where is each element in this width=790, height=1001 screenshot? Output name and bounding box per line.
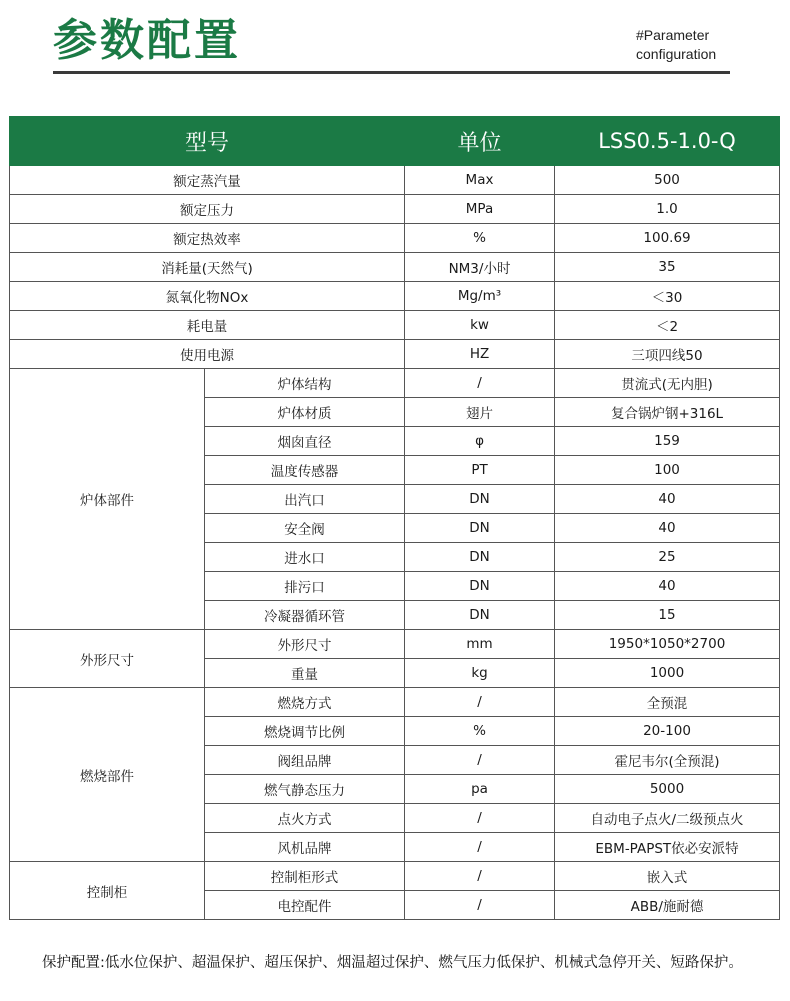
param-unit: % (405, 717, 555, 746)
param-unit: DN (405, 543, 555, 572)
param-name: 重量 (205, 659, 405, 688)
table-row (10, 282, 780, 311)
param-name: 温度传感器 (205, 456, 405, 485)
table-row (10, 630, 780, 659)
group-label: 外形尺寸 (10, 630, 205, 688)
param-name: 额定压力 (10, 195, 405, 224)
param-value: 自动电子点火/二级预点火 (555, 804, 780, 833)
group-label: 控制柜 (10, 862, 205, 920)
header-unit: 单位 (405, 117, 555, 166)
param-name: 炉体材质 (205, 398, 405, 427)
param-value: 1000 (555, 659, 780, 688)
param-value: 全预混 (555, 688, 780, 717)
subtitle-line-2: configuration (636, 46, 717, 62)
param-value: 嵌入式 (555, 862, 780, 891)
param-name: 进水口 (205, 543, 405, 572)
param-value: 霍尼韦尔(全预混) (555, 746, 780, 775)
param-unit: kg (405, 659, 555, 688)
param-unit: Max (405, 166, 555, 195)
param-value: 5000 (555, 775, 780, 804)
param-name: 电控配件 (205, 891, 405, 920)
param-unit: / (405, 833, 555, 862)
param-value: 1950*1050*2700 (555, 630, 780, 659)
param-value: 40 (555, 572, 780, 601)
param-value: 40 (555, 485, 780, 514)
param-name: 消耗量(天然气) (10, 253, 405, 282)
param-unit: HZ (405, 340, 555, 369)
param-unit: 翅片 (405, 398, 555, 427)
protection-config-note: 保护配置:低水位保护、超温保护、超压保护、烟温超过保护、燃气压力低保护、机械式急停开关、短路保护。 (42, 955, 743, 971)
param-name: 安全阀 (205, 514, 405, 543)
table-row (10, 340, 780, 369)
subtitle-line-1: #Parameter (636, 27, 710, 43)
param-name: 燃烧调节比例 (205, 717, 405, 746)
param-unit: kw (405, 311, 555, 340)
param-unit: DN (405, 514, 555, 543)
param-unit: / (405, 862, 555, 891)
param-unit: NM3/小时 (405, 253, 555, 282)
param-value: 1.0 (555, 195, 780, 224)
param-name: 排污口 (205, 572, 405, 601)
param-unit: DN (405, 572, 555, 601)
param-unit: / (405, 804, 555, 833)
param-value: 15 (555, 601, 780, 630)
param-unit: / (405, 746, 555, 775)
param-name: 阀组品牌 (205, 746, 405, 775)
param-value: ＜2 (555, 311, 780, 340)
param-unit: φ (405, 427, 555, 456)
param-value: 贯流式(无内胆) (555, 369, 780, 398)
page-subtitle (636, 26, 716, 64)
param-name: 风机品牌 (205, 833, 405, 862)
param-name: 冷凝器循环管 (205, 601, 405, 630)
table-row (10, 369, 780, 398)
param-unit: MPa (405, 195, 555, 224)
param-name: 烟囱直径 (205, 427, 405, 456)
page-title: 参数配置 (53, 15, 241, 66)
param-value: 100 (555, 456, 780, 485)
param-name: 氮氧化物NOx (10, 282, 405, 311)
table-header-row (10, 117, 780, 166)
param-name: 炉体结构 (205, 369, 405, 398)
param-value: 40 (555, 514, 780, 543)
param-name: 点火方式 (205, 804, 405, 833)
header-model: 型号 (10, 117, 405, 166)
param-name: 控制柜形式 (205, 862, 405, 891)
table-row (10, 688, 780, 717)
group-label: 燃烧部件 (10, 688, 205, 862)
table-row (10, 862, 780, 891)
param-name: 使用电源 (10, 340, 405, 369)
header-model-number: LSS0.5-1.0-Q (555, 117, 780, 166)
param-value: 20-100 (555, 717, 780, 746)
param-value: 三项四线50 (555, 340, 780, 369)
param-value: 159 (555, 427, 780, 456)
table-row (10, 224, 780, 253)
param-name: 出汽口 (205, 485, 405, 514)
param-value: 25 (555, 543, 780, 572)
table-row (10, 253, 780, 282)
param-name: 燃烧方式 (205, 688, 405, 717)
param-unit: / (405, 369, 555, 398)
title-divider (53, 71, 730, 74)
param-unit: DN (405, 601, 555, 630)
table-row (10, 311, 780, 340)
table-body (10, 166, 780, 920)
param-name: 燃气静态压力 (205, 775, 405, 804)
param-value: 复合锅炉钢+316L (555, 398, 780, 427)
table-row (10, 166, 780, 195)
param-name: 耗电量 (10, 311, 405, 340)
param-unit: Mg/m³ (405, 282, 555, 311)
param-name: 外形尺寸 (205, 630, 405, 659)
param-value: ＜30 (555, 282, 780, 311)
param-name: 额定蒸汽量 (10, 166, 405, 195)
param-value: 35 (555, 253, 780, 282)
table-row (10, 195, 780, 224)
param-unit: / (405, 688, 555, 717)
param-unit: DN (405, 485, 555, 514)
param-unit: mm (405, 630, 555, 659)
param-unit: PT (405, 456, 555, 485)
group-label: 炉体部件 (10, 369, 205, 630)
param-unit: pa (405, 775, 555, 804)
param-unit: / (405, 891, 555, 920)
parameter-table (9, 116, 780, 920)
param-name: 额定热效率 (10, 224, 405, 253)
param-value: 500 (555, 166, 780, 195)
param-value: EBM-PAPST依必安派特 (555, 833, 780, 862)
param-value: 100.69 (555, 224, 780, 253)
param-unit: % (405, 224, 555, 253)
param-value: ABB/施耐德 (555, 891, 780, 920)
